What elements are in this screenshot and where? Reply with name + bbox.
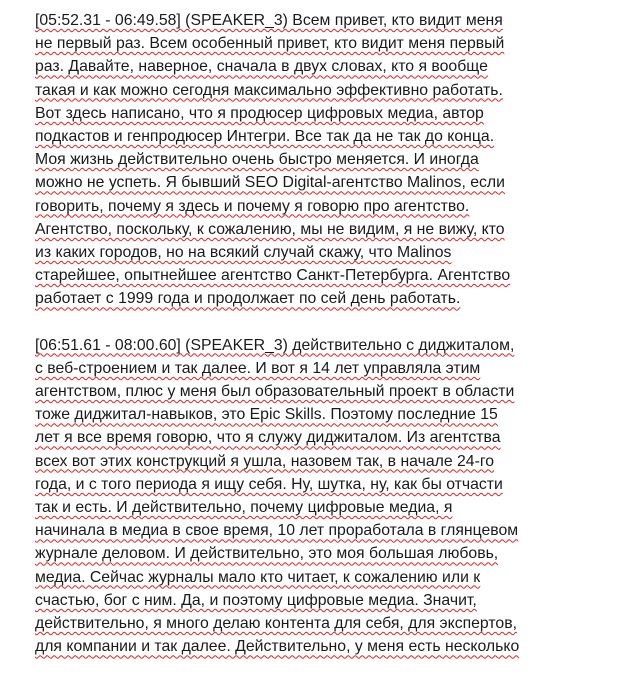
text-line: не первый раз. Всем особенный привет, кто видит меня первый [35,35,505,53]
text-line: работает с 1999 года и продолжает по сей день работать. [35,290,461,308]
text-line: начинала в медиа в свое время, 10 лет проработала в глянцевом [35,522,519,540]
text-line: старейшее, опытнейшее агентство Санкт-Петербурга. Агентство [35,267,511,285]
text-line: можно не успеть. Я бывший SEO Digital-агентство Malinos, если [35,174,505,192]
text-line: Вот здесь написано, что я продюсер цифровых медиа, автор [35,104,484,122]
text-line: [05:52.31 - 06:49.58] (SPEAKER_3) Всем привет, кто видит меня [35,12,503,29]
text-line: года, и с того периода я ищу себя. Ну, шутка, ну, как бы отчасти [35,475,503,493]
text-line: для компании и так далее. Действительно, у меня есть несколько [35,638,520,656]
transcript-paragraph-1 [35,9,551,311]
text-line: агентством, плюс у меня был образовательный проект в области [35,383,515,401]
text-line: так и есть. И действительно, почему цифровые медиа, я [35,499,453,517]
text-line: [06:51.61 - 08:00.60] (SPEAKER_3) действительно с диджиталом, [35,336,515,354]
text-line: из каких городов, но на всякий случай скажу, что Malinos [35,244,452,262]
transcript-paragraph-2 [35,334,551,659]
text-line: лет я все время говорю, что я служу диджиталом. Из агентства [35,429,501,447]
text-line: такая и как можно сегодня максимально эффективно работать. [35,81,503,99]
text-line: говорить, почему я здесь и почему я говорю про агентство. [35,197,470,215]
text-line: Моя жизнь действительно очень быстро меняется. И иногда [35,151,479,169]
document-body [35,9,551,681]
text-line: Агентство, поскольку, к сожалению, мы не видим, я не вижу, кто [35,220,505,238]
text-line: счастью, бог с ним. Да, и поэтому цифровые медиа. Значит, [35,591,477,609]
text-line: раз. Давайте, наверное, сначала в двух словах, кто я вообще [35,58,488,76]
text-line: всех вот этих конструкций я ушла, назовем так, в начале 24-го [35,452,495,470]
text-line: медиа. Сейчас журналы мало кто читает, к сожалению или к [35,568,481,586]
text-line: действительно, я много делаю контента для себя, для экспертов, [35,615,517,633]
text-line: с веб-строением и так далее. И вот я 14 лет управляла этим [35,359,481,377]
text-line: подкастов и генпродюсер Интегри. Все так да не так до конца. [35,128,495,146]
text-line: тоже диджитал-навыков, это Epic Skills. Поэтому последние 15 [35,406,498,424]
text-line: журнале деловом. И действительно, это моя большая любовь, [35,545,499,563]
